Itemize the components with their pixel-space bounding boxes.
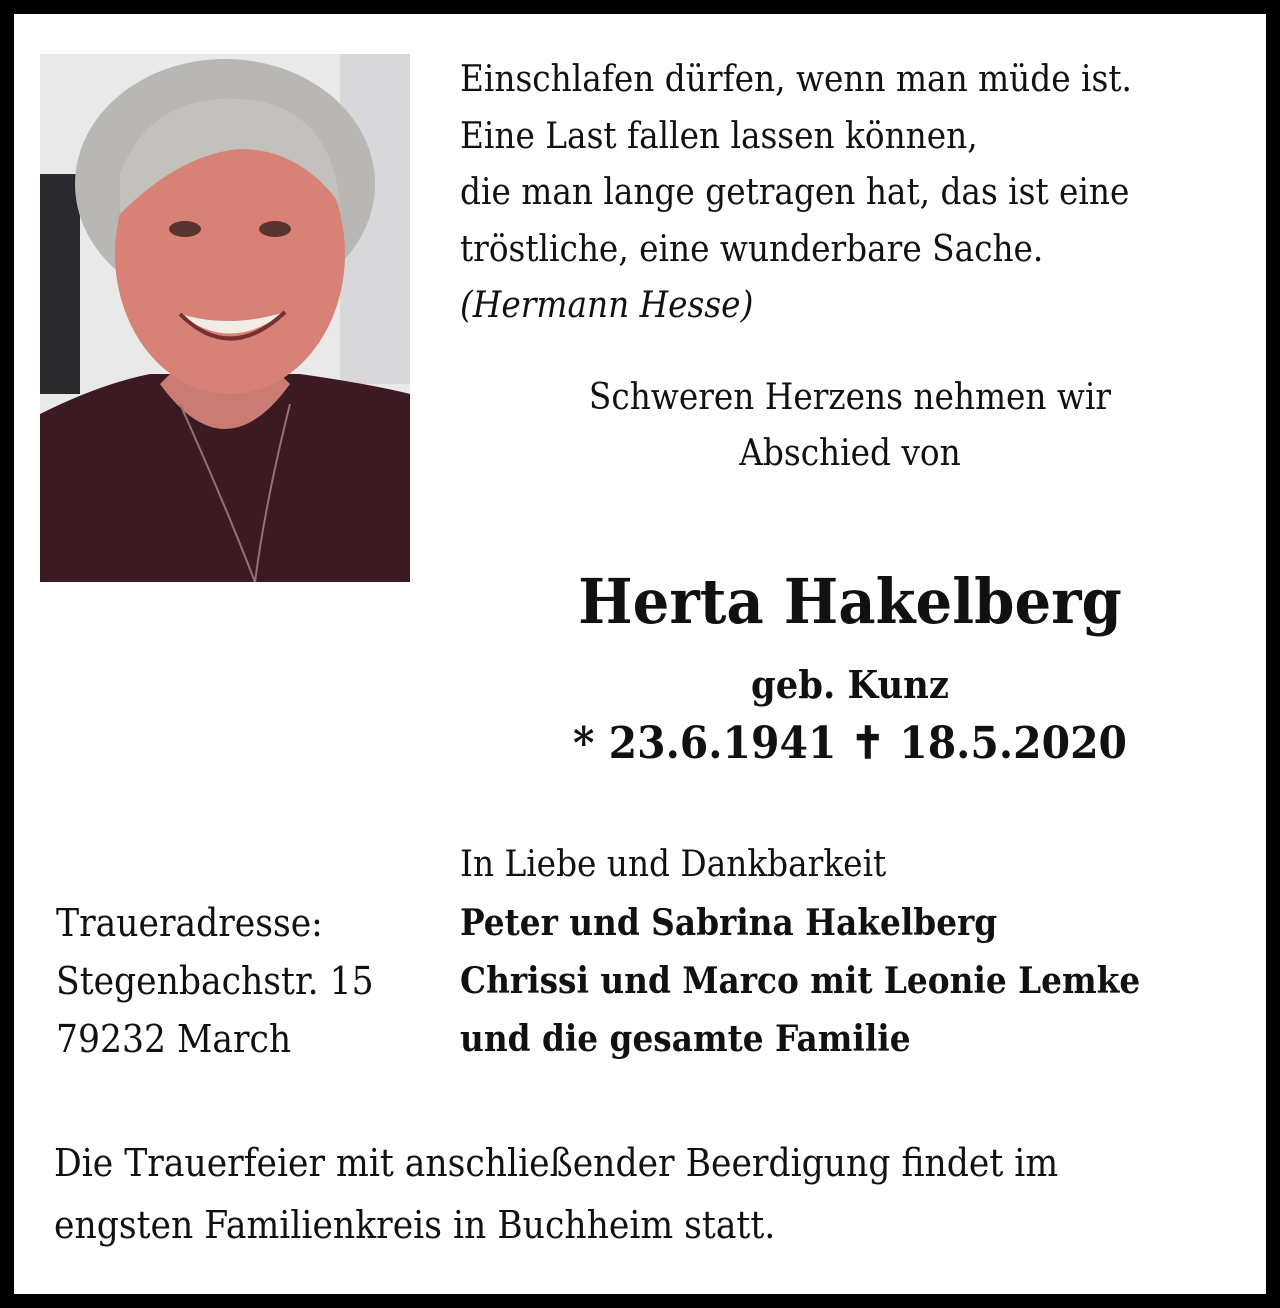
address-street: Stegenbachstr. 15 <box>56 959 374 1003</box>
intro-line-2: Abschied von <box>739 433 961 474</box>
poem-line: Einschlafen dürfen, wenn man müde ist. <box>460 59 1132 100</box>
obituary-card <box>14 14 1266 1294</box>
farewell-intro <box>495 370 1205 482</box>
poem-quote <box>460 52 1132 335</box>
birth-star-icon: * <box>572 718 595 769</box>
address-label: Traueradresse: <box>56 901 323 945</box>
deceased-name: Herta Hakelberg <box>578 565 1122 638</box>
mourning-address <box>56 894 374 1068</box>
maiden-name: geb. Kunz <box>751 662 949 707</box>
family-member: Chrissi und Marco mit Leonie Lemke <box>460 960 1141 1002</box>
family-intro: In Liebe und Dankbarkeit <box>460 844 887 885</box>
funeral-notice <box>54 1132 1058 1256</box>
birth-date: 23.6.1941 <box>608 718 837 769</box>
footer-line-1: Die Trauerfeier mit anschließender Beerdigung findet im <box>54 1141 1059 1185</box>
life-dates <box>487 716 1212 772</box>
poem-line: die man lange getragen hat, das ist eine <box>460 172 1130 213</box>
poem-line: tröstliche, eine wunderbare Sache. <box>460 228 1044 270</box>
intro-line-1: Schweren Herzens nehmen wir <box>588 377 1112 418</box>
portrait-photo <box>40 54 410 582</box>
footer-line-2: engsten Familienkreis in Buchheim statt. <box>54 1203 776 1247</box>
family-member: Peter und Sabrina Hakelberg <box>460 902 998 944</box>
cross-icon: ✝ <box>850 718 885 769</box>
family-signature <box>460 836 1140 1068</box>
poem-author: (Hermann Hesse) <box>460 285 754 326</box>
address-city: 79232 March <box>56 1017 292 1061</box>
family-member: und die gesamte Familie <box>460 1018 911 1060</box>
death-date: 18.5.2020 <box>899 718 1128 769</box>
poem-line: Eine Last fallen lassen können, <box>460 115 978 157</box>
